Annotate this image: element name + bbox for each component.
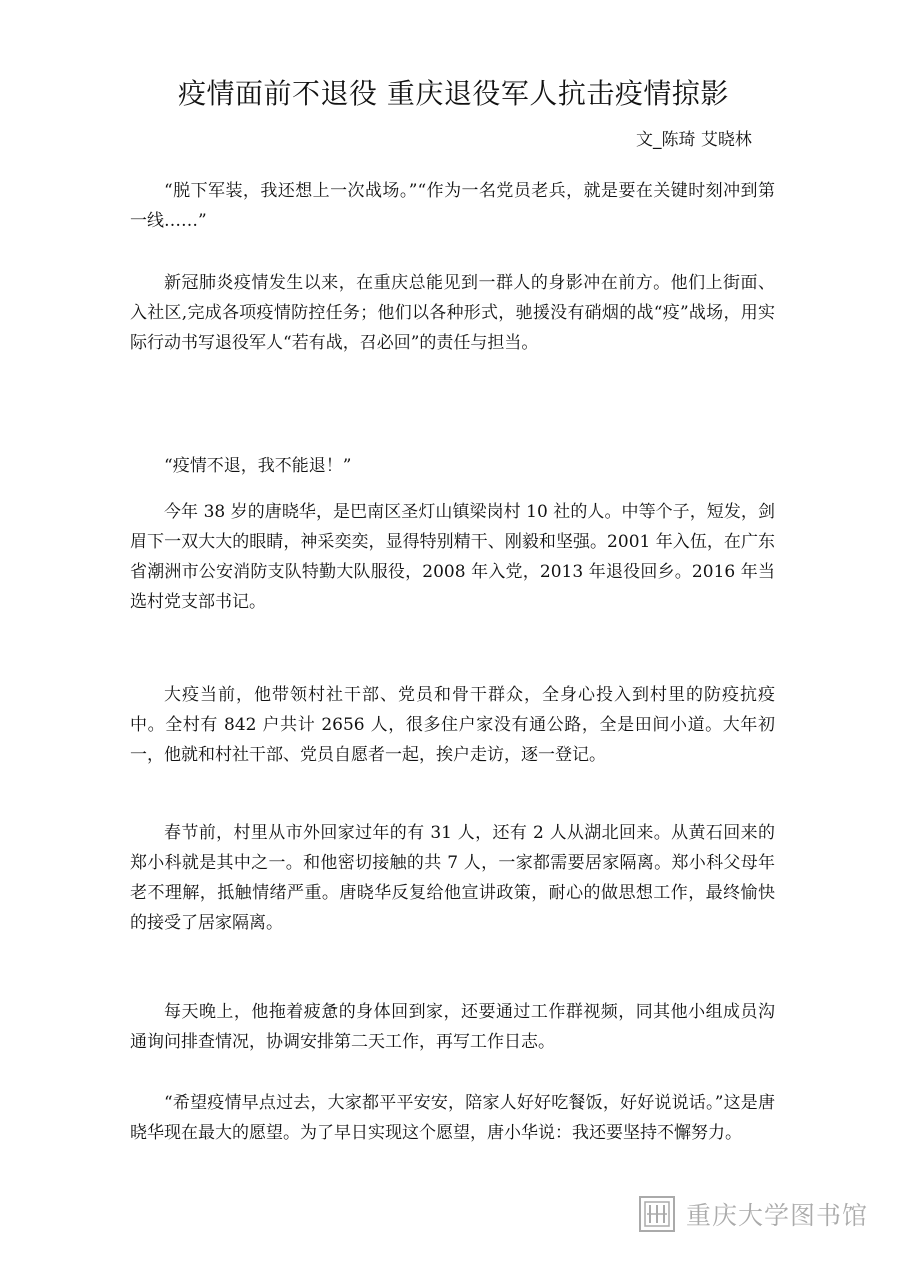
article-byline: 文_陈琦 艾晓林 [636,130,752,150]
paragraph-1: “脱下军装，我还想上一次战场。”“作为一名党员老兵，就是要在关键时刻冲到第一线……” [130,181,775,231]
library-watermark [638,1193,868,1235]
paragraph-3: “疫情不退，我不能退！” [164,456,352,476]
paragraph-7: 每天晚上，他拖着疲惫的身体回到家，还要通过工作群视频，同其他小组成员沟通询问排查情况，协调安排第二天工作，再写工作日志。 [130,1002,775,1052]
paragraph-6: 春节前，村里从市外回家过年的有 31 人，还有 2 人从湖北回来。从黄石回来的郑小科就是其中之一。和他密切接触的共 7 人，一家都需要居家隔离。郑小科父母年老不理解，抵触情绪严重。唐晓华反复给他宣讲政策，耐心的做思想工作，最终愉快的接受了居家隔离。 [130,823,775,933]
paragraph-8: “希望疫情早点过去，大家都平平安安，陪家人好好吃餐饭，好好说说话。”这是唐晓华现在最大的愿望。为了早日实现这个愿望，唐小华说：我还要坚持不懈努力。 [130,1093,775,1143]
article-title: 疫情面前不退役 重庆退役军人抗击疫情掠影 [178,77,729,110]
paragraph-4: 今年 38 岁的唐晓华，是巴南区圣灯山镇梁岗村 10 社的人。中等个子，短发，剑眉下一双大大的眼睛，神采奕奕，显得特别精干、刚毅和坚强。2001 年入伍，在广东省潮洲市公安消防支队特勤大队服役，2008 年入党，2013 年退役回乡。2016 年当选村党支部书记。 [130,502,775,612]
library-logo-icon [638,1195,676,1233]
paragraph-5: 大疫当前，他带领村社干部、党员和骨干群众，全身心投入到村里的防疫抗疫中。全村有 842 户共计 2656 人，很多住户家没有通公路，全是田间小道。大年初一，他就和村社干部、党员自愿者一起，挨户走访，逐一登记。 [130,685,775,765]
paragraph-2: 新冠肺炎疫情发生以来，在重庆总能见到一群人的身影冲在前方。他们上街面、入社区,完成各项疫情防控任务；他们以各种形式，驰援没有硝烟的战“疫”战场，用实际行动书写退役军人“若有战，召必回”的责任与担当。 [130,273,775,353]
watermark-text: 重庆大学图书馆 [686,1201,869,1230]
